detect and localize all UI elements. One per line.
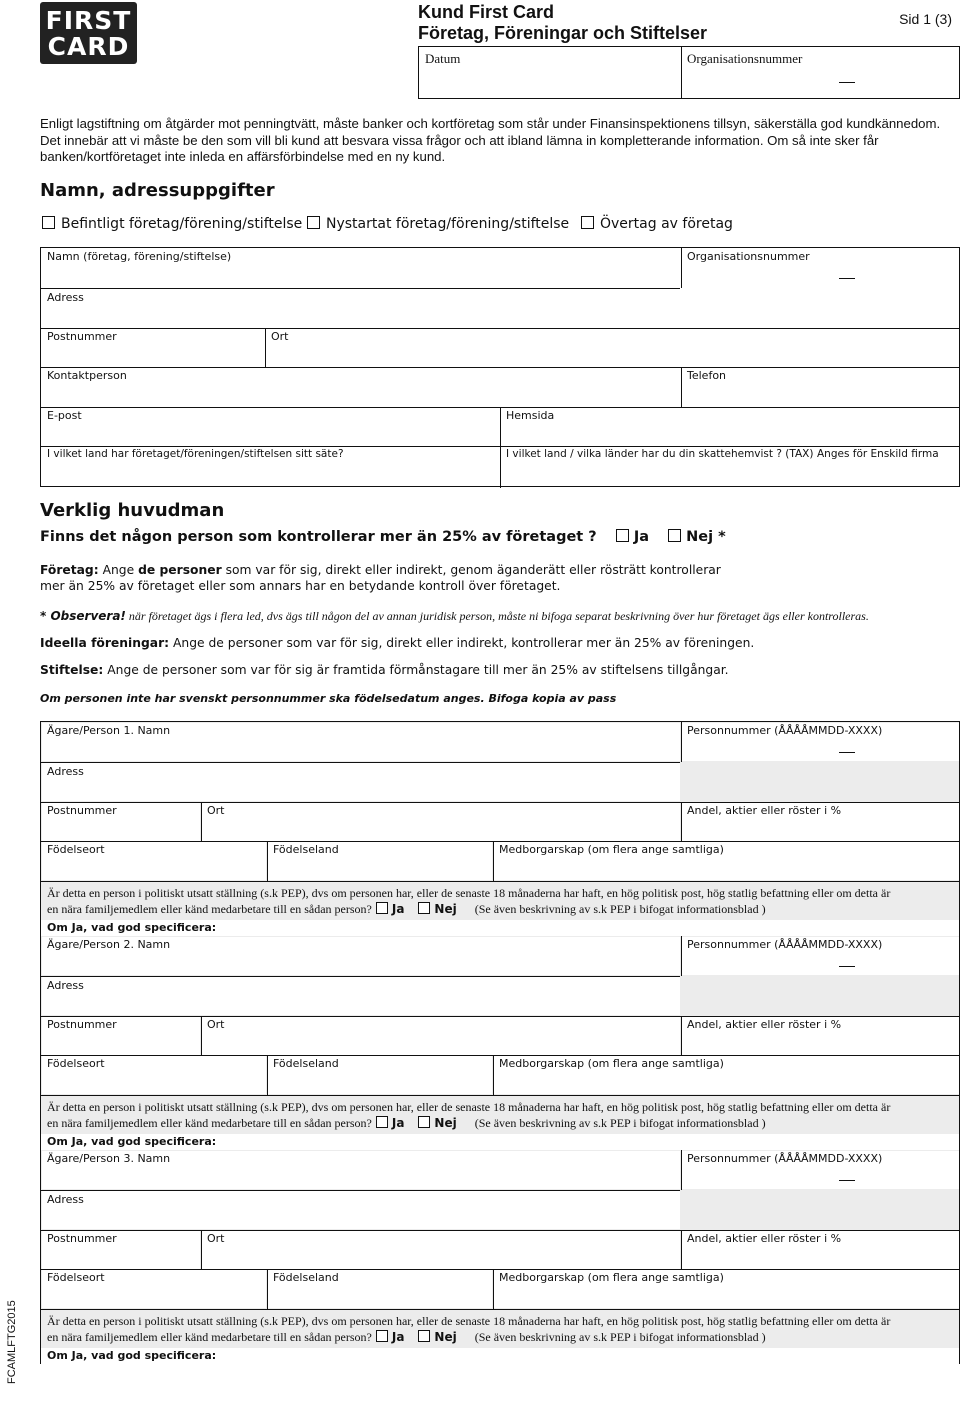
person-pnr-label: Personnummer (ÅÅÅÅMMDD-XXXX) [687, 938, 883, 951]
person-fodelseort-label: Födelseort [47, 1057, 105, 1070]
pep-question [47, 1100, 952, 1131]
pep-specify-label: Om Ja, vad god specificera: [47, 1349, 217, 1362]
option-befintligt[interactable] [42, 216, 302, 232]
pep-nej-label: Nej [434, 1115, 457, 1130]
person-adress-field[interactable] [42, 763, 680, 801]
pep-line1: Är detta en person i politiskt utsatt ställning (s.k PEP), dvs om personen har, eller de senaste 18 månaderna har haft, en hög politisk post, hög statlig befattning eller om detta är [47, 1100, 891, 1114]
foretag-text2: som var för sig, direkt eller indirekt, genom äganderätt eller rösträtt kontrollerar [225, 563, 721, 577]
person-postnummer-label: Postnummer [47, 1018, 117, 1031]
option-nystartat[interactable] [307, 216, 569, 232]
person-ort-label: Ort [207, 1018, 225, 1031]
person-medborgarskap-label: Medborgarskap (om flera ange samtliga) [499, 1271, 724, 1284]
person-andel-label: Andel, aktier eller röster i % [687, 804, 842, 817]
date-orgnr-box [418, 46, 960, 99]
pep-line2: en nära familjemedlem eller känd medarbetare till en sådan person? [47, 1329, 372, 1344]
observera-text: när företaget ägs i flera led, dvs ägs till någon del av annan juridisk person, måste ni bifoga separat beskrivning över hur företaget ägs eller kontrolleras. [128, 609, 869, 623]
person-ort-label: Ort [207, 804, 225, 817]
document-title [418, 2, 707, 44]
person-name-label: Ägare/Person 3. Namn [47, 1152, 171, 1165]
pep-ja-label: Ja [391, 1115, 405, 1130]
title-line-1: Kund First Card [418, 2, 555, 22]
person-adress-field[interactable] [42, 977, 680, 1015]
question-text: Finns det någon person som kontrollerar mer än 25% av företaget ? [40, 529, 597, 545]
form-code: FCAMLFTG2015 [6, 1300, 18, 1384]
person-block [41, 1150, 959, 1364]
foretag-instruction [40, 562, 721, 594]
pep-specify-label: Om Ja, vad god specificera: [47, 921, 217, 934]
option-overtag-label: Övertag av företag [600, 216, 733, 232]
person-postnummer-label: Postnummer [47, 804, 117, 817]
person-fodelseland-label: Födelseland [273, 843, 339, 856]
person-ort-field[interactable] [202, 1231, 680, 1269]
ideella-bold: Ideella föreningar: [40, 636, 170, 650]
foretag-text1: Ange [102, 563, 135, 577]
person-ort-field[interactable] [202, 1017, 680, 1055]
person-fodelseland-label: Födelseland [273, 1057, 339, 1070]
logo-line-2: CARD [47, 32, 130, 61]
checkbox-nystartat[interactable] [307, 216, 320, 229]
ja-label: Ja [633, 529, 650, 545]
label-ort: Ort [271, 330, 289, 343]
first-card-logo [40, 2, 137, 64]
pep-line1: Är detta en person i politiskt utsatt ställning (s.k PEP), dvs om personen har, eller de senaste 18 månaderna har haft, en hög politisk post, hög statlig befattning eller om detta är [47, 886, 891, 900]
label-telefon: Telefon [687, 369, 727, 382]
person-fodelseort-label: Födelseort [47, 843, 105, 856]
person-fodelseort-label: Födelseort [47, 1271, 105, 1284]
pep-line1: Är detta en person i politiskt utsatt ställning (s.k PEP), dvs om personen har, eller de senaste 18 månaderna har haft, en hög politisk post, hög statlig befattning eller om detta är [47, 1314, 891, 1328]
datum-field[interactable] [420, 67, 678, 97]
label-orgnr: Organisationsnummer [687, 250, 810, 263]
pep-see-also: (Se även beskrivning av s.k PEP i bifogat informationsblad ) [474, 1329, 766, 1344]
option-nystartat-label: Nystartat företag/förening/stiftelse [326, 216, 570, 232]
checkbox-overtag[interactable] [581, 216, 594, 229]
pep-ja-label: Ja [391, 901, 405, 916]
passport-note: Om personen inte har svenskt personnummer ska födelsedatum anges. Bifoga kopia av pass [40, 692, 617, 705]
pep-nej-label: Nej [434, 901, 457, 916]
pep-specify-label: Om Ja, vad god specificera: [47, 1135, 217, 1148]
person-pnr-label: Personnummer (ÅÅÅÅMMDD-XXXX) [687, 1152, 883, 1165]
option-overtag[interactable] [581, 216, 733, 232]
person-adress-label: Adress [47, 979, 84, 992]
observera-bold: * Observera! [40, 609, 126, 623]
checkbox-nej[interactable] [668, 529, 681, 542]
person-medborgarskap-label: Medborgarskap (om flera ange samtliga) [499, 843, 724, 856]
person-adress-label: Adress [47, 765, 84, 778]
nej-label: Nej * [686, 529, 726, 545]
person-block [41, 722, 959, 936]
checkbox-befintligt[interactable] [42, 216, 55, 229]
person-medborgarskap-label: Medborgarskap (om flera ange samtliga) [499, 1057, 724, 1070]
huvudman-question [40, 529, 726, 545]
pep-question [47, 1314, 952, 1345]
person-adress-label: Adress [47, 1193, 84, 1206]
label-enskild: Anges för Enskild firma [817, 448, 939, 460]
title-line-2: Företag, Föreningar och Stiftelser [418, 23, 708, 43]
orgnr-label: Organisationsnummer [687, 51, 803, 66]
foretag-line2: mer än 25% av företaget eller som annars har en betydande kontroll över företaget. [40, 579, 561, 593]
person-adress-field[interactable] [42, 1191, 680, 1229]
stiftelse-bold: Stiftelse: [40, 663, 104, 677]
ideella-instruction [40, 636, 754, 650]
company-form [40, 247, 960, 487]
orgnr-field[interactable] [683, 67, 958, 97]
page-number: Sid 1 (3) [899, 11, 952, 27]
pep-checkbox-ja[interactable] [376, 902, 388, 914]
pep-checkbox-nej[interactable] [418, 1116, 430, 1128]
person-name-label: Ägare/Person 1. Namn [47, 724, 171, 737]
label-hemsida: Hemsida [506, 409, 555, 422]
person-postnummer-label: Postnummer [47, 1232, 117, 1245]
foretag-bold2: de personer [138, 563, 222, 577]
pep-see-also: (Se även beskrivning av s.k PEP i bifogat informationsblad ) [474, 1115, 766, 1130]
label-epost: E-post [47, 409, 82, 422]
stiftelse-text: Ange de personer som var för sig är framtida förmånstagare till mer än 25% av stiftelsens tillgångar. [107, 663, 729, 677]
checkbox-ja[interactable] [616, 529, 629, 542]
person-andel-label: Andel, aktier eller röster i % [687, 1232, 842, 1245]
label-land-skatt: I vilket land / vilka länder har du din skattehemvist ? (TAX) [506, 448, 814, 460]
person-block [41, 936, 959, 1150]
pep-see-also: (Se även beskrivning av s.k PEP i bifogat informationsblad ) [474, 901, 766, 916]
person-fodelseland-label: Födelseland [273, 1271, 339, 1284]
label-kontaktperson: Kontaktperson [47, 369, 127, 382]
pep-line2: en nära familjemedlem eller känd medarbetare till en sådan person? [47, 901, 372, 916]
label-postnummer: Postnummer [47, 330, 117, 343]
label-adress: Adress [47, 291, 84, 304]
logo-line-1: FIRST [45, 6, 132, 35]
observera-note [40, 609, 869, 624]
foretag-bold: Företag: [40, 563, 99, 577]
persons-form [40, 721, 960, 1364]
person-ort-field[interactable] [202, 803, 680, 841]
section-title-namn: Namn, adressuppgifter [40, 180, 275, 201]
person-andel-label: Andel, aktier eller röster i % [687, 1018, 842, 1031]
person-ort-label: Ort [207, 1232, 225, 1245]
section-title-huvudman: Verklig huvudman [40, 500, 225, 521]
pep-checkbox-nej[interactable] [418, 902, 430, 914]
person-name-label: Ägare/Person 2. Namn [47, 938, 171, 951]
intro-text: Enligt lagstiftning om åtgärder mot penningtvätt, måste banker och kortföretag som står under Finansinspektionens tillsyn, säkerställa god kundkännedom. Det innebär att vi måste be den som vill bli kund att besvara vissa frågor och att ibland lämna in kompletterande information. Om så inte sker får banken/kortföretaget inte inleda en affärsförbindelse med en ny kund. [40, 116, 941, 164]
label-namn: Namn (företag, förening/stiftelse) [47, 250, 232, 263]
person-pnr-label: Personnummer (ÅÅÅÅMMDD-XXXX) [687, 724, 883, 737]
datum-label: Datum [425, 51, 461, 66]
label-land-sate: I vilket land har företaget/föreningen/stiftelsen sitt säte? [47, 448, 344, 460]
pep-checkbox-nej[interactable] [418, 1330, 430, 1342]
pep-question [47, 886, 952, 917]
pep-line2: en nära familjemedlem eller känd medarbetare till en sådan person? [47, 1115, 372, 1130]
pep-checkbox-ja[interactable] [376, 1116, 388, 1128]
pep-ja-label: Ja [391, 1329, 405, 1344]
pep-checkbox-ja[interactable] [376, 1330, 388, 1342]
ideella-text: Ange de personer som var för sig, direkt eller indirekt, kontrollerar mer än 25% av föreningen. [173, 636, 755, 650]
pep-nej-label: Nej [434, 1329, 457, 1344]
stiftelse-instruction [40, 663, 729, 677]
option-befintligt-label: Befintligt företag/förening/stiftelse [61, 216, 303, 232]
